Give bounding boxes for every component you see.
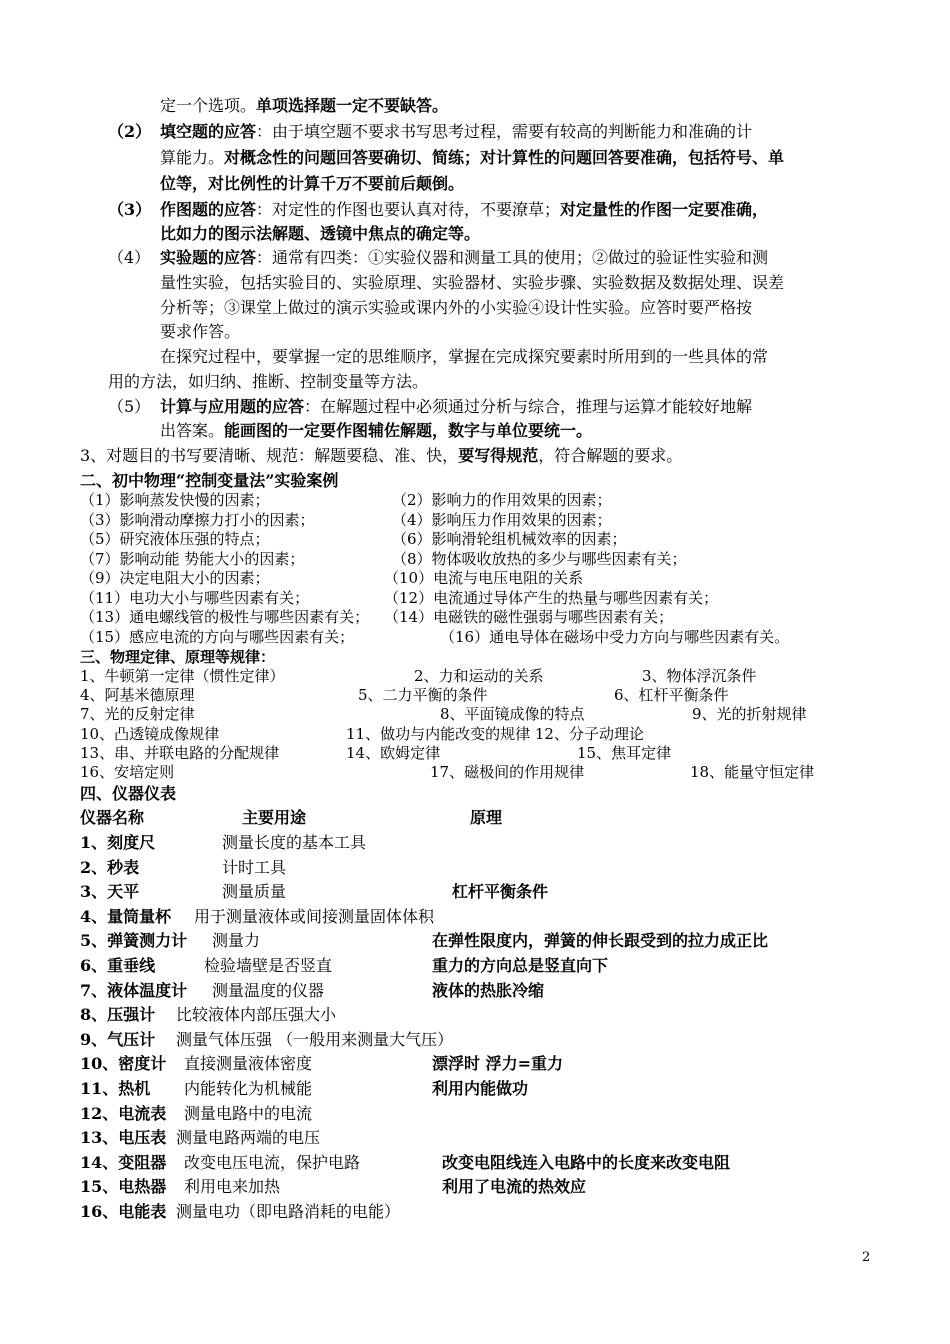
law-item: 8、平面镜成像的特点 (440, 705, 585, 724)
bold-text: 对概念性的问题回答要确切、简练；对计算性的问题回答要准确，包括符号、单 (224, 148, 785, 167)
law-item: 9、光的折射规律 (692, 705, 807, 724)
text: ：对定性的作图也要认真对待，不要潦草； (256, 200, 561, 219)
item-4-text2: 量性实验，包括实验目的、实验原理、实验器材、实验步骤、实验数据及数据处理、误差 (160, 273, 785, 292)
instrument-use: 测量电功（即电路消耗的电能） (176, 1202, 401, 1221)
instrument-name: 10、密度计 (80, 1054, 167, 1074)
item-5-num (108, 397, 150, 417)
instrument-name: 6、重垂线 (80, 956, 156, 975)
instrument-use: 改变电压电流，保护电路 (184, 1152, 361, 1172)
item-3-writing (80, 446, 682, 466)
instrument-name: 5、弹簧测力计 (80, 931, 188, 951)
item-3-text1 (160, 200, 768, 220)
instrument-name: 13、电压表 (80, 1128, 167, 1148)
instrument-principle: 利用内能做功 (432, 1079, 529, 1098)
instrument-principle: 改变电阻线连入电路中的长度来改变电阻 (442, 1152, 731, 1172)
item-2-text3: 位等，对比例性的计算千万不要前后颠倒。 (160, 174, 465, 193)
section-4-heading: 四、仪器仪表 (80, 784, 177, 803)
item-5-text1 (160, 397, 752, 417)
list-item: （1）影响蒸发快慢的因素； (80, 491, 270, 509)
law-item: 17、磁极间的作用规律 (430, 763, 585, 781)
instrument-use: 测量温度的仪器 (212, 980, 325, 1000)
instrument-name: 16、电能表 (80, 1202, 167, 1221)
instrument-use: 计时工具 (222, 857, 287, 877)
page-number: 2 (862, 1250, 871, 1265)
law-item: 11、做功与内能改变的规律 12、分子动理论 (346, 724, 644, 743)
section-2-heading: 二、初中物理“控制变量法”实验案例 (80, 471, 339, 490)
list-item: （16）通电导体在磁场中受力方向与哪些因素有关。 (440, 627, 790, 646)
instrument-use: 直接测量液体密度 (184, 1054, 313, 1074)
instrument-name: 14、变阻器 (80, 1152, 167, 1172)
instrument-name: 4、量筒量杯 (80, 906, 172, 926)
instrument-principle: 重力的方向总是竖直向下 (432, 956, 609, 975)
text: ：在解题过程中必须通过分析与综合，推理与运算才能较好地解 (304, 397, 753, 416)
item-4-num (108, 248, 150, 268)
list-item: （12）电流通过导体产生的热量与哪些因素有关； (384, 588, 719, 607)
instrument-principle: 杠杆平衡条件 (452, 882, 549, 902)
item-4-text4: 要求作答。 (160, 322, 241, 341)
instrument-name: 1、刻度尺 (80, 833, 156, 852)
item-title: 作图题的应答 (160, 200, 257, 219)
instrument-use: 测量质量 (222, 882, 287, 902)
list-item: （5）研究液体压强的特点； (80, 530, 270, 548)
law-item: 10、凸透镜成像规律 (80, 724, 220, 743)
item-title: 实验题的应答 (160, 248, 257, 267)
item-number: （4） (108, 248, 151, 267)
law-item: 5、二力平衡的条件 (358, 686, 488, 705)
list-item: （7）影响动能 势能大小的因素； (80, 549, 305, 568)
instrument-principle: 利用了电流的热效应 (442, 1177, 587, 1197)
item-4-text6: 用的方法，如归纳、推断、控制变量等方法。 (108, 372, 429, 391)
instrument-use: 比较液体内部压强大小 (176, 1005, 337, 1025)
item-title: 填空题的应答 (160, 122, 257, 141)
law-item: 4、阿基米德原理 (80, 686, 195, 705)
item-4-text5: 在探究过程中，要掌握一定的思维顺序，掌握在完成探究要素时所用到的一些具体的常 (160, 347, 769, 366)
law-item: 18、能量守恒定律 (690, 763, 815, 781)
instrument-use: 测量电路中的电流 (184, 1103, 313, 1123)
item-3-num (108, 200, 151, 220)
text: ：由于填空题不要求书写思考过程，需要有较高的判断能力和准确的计 (256, 122, 753, 141)
instrument-use: 测量力 (212, 931, 261, 951)
item-5-text2 (160, 421, 592, 441)
bold-text: 单项选择题一定不要缺答。 (256, 96, 449, 115)
list-item: （6）影响滑轮组机械效率的因素； (392, 530, 627, 548)
law-item: 13、串、并联电路的分配规律 (80, 743, 280, 762)
instrument-name: 9、气压计 (80, 1029, 156, 1049)
list-item: （9）决定电阻大小的因素； (80, 569, 270, 587)
col-header-use: 主要用途 (242, 808, 307, 827)
law-item: 3、物体浮沉条件 (642, 667, 757, 685)
col-header-name: 仪器名称 (80, 808, 145, 827)
list-item: （10）电流与电压电阻的关系 (384, 569, 584, 587)
instrument-use: 测量气体压强 （一般用来测量大气压） (176, 1029, 454, 1049)
law-item: 7、光的反射定律 (80, 705, 195, 724)
item-4-text3: 分析等；③课堂上做过的演示实验或课内外的小实验④设计性实验。应答时要严格按 (160, 298, 753, 317)
law-item: 14、欧姆定律 (346, 743, 441, 762)
item-3-text2: 比如力的图示法解题、透镜中焦点的确定等。 (160, 224, 481, 243)
instrument-name: 12、电流表 (80, 1103, 167, 1123)
instrument-name: 2、秒表 (80, 857, 140, 877)
instrument-name: 3、天平 (80, 882, 140, 902)
item-number: （5） (108, 397, 151, 416)
instrument-principle: 液体的热胀冷缩 (432, 980, 545, 1000)
law-item: 6、杠杆平衡条件 (614, 686, 729, 705)
item-number: （3） (108, 200, 152, 219)
list-item: （15）感应电流的方向与哪些因素有关； (80, 627, 355, 646)
text: 定一个选项。 (160, 96, 257, 115)
list-item: （2）影响力的作用效果的因素； (392, 491, 612, 509)
item-title: 计算与应用题的应答 (160, 397, 305, 416)
bold-text: 能画图的一定要作图辅佐解题，数字与单位要统一。 (224, 421, 593, 440)
law-item: 16、安培定则 (80, 763, 175, 781)
law-item: 15、焦耳定律 (577, 743, 672, 762)
col-header-principle: 原理 (470, 808, 503, 827)
text: 3、对题目的书写要清晰、规范：解题要稳、准、快， (80, 446, 459, 465)
instrument-name: 15、电热器 (80, 1177, 167, 1197)
instrument-use: 利用电来加热 (184, 1177, 281, 1197)
item-2-text2 (160, 148, 784, 168)
list-item: （14）电磁铁的磁性强弱与哪些因素有关； (384, 608, 674, 626)
list-item: （11）电功大小与哪些因素有关； (80, 588, 310, 607)
list-item: （8）物体吸收放热的多少与哪些因素有关； (392, 549, 687, 568)
item-2-line1 (108, 122, 151, 142)
instrument-name: 8、压强计 (80, 1005, 156, 1025)
item-4-text1 (160, 248, 768, 268)
instrument-name: 7、液体温度计 (80, 980, 188, 1000)
instrument-principle: 漂浮时 浮力=重力 (432, 1054, 563, 1074)
list-item: （4）影响压力作用效果的因素； (392, 510, 612, 529)
list-item: （13）通电螺线管的极性与哪些因素有关； (80, 608, 370, 626)
item-number: （2） (108, 122, 152, 141)
bold-text: 对定量性的作图一定要准确， (560, 200, 769, 219)
section-3-heading: 三、物理定律、原理等规律： (80, 648, 276, 666)
instrument-use: 检验墙壁是否竖直 (204, 956, 333, 975)
instrument-use: 用于测量液体或间接测量固体体积 (194, 906, 435, 926)
text: 出答案。 (160, 421, 225, 440)
item-2-text1 (160, 122, 752, 142)
instrument-use: 测量电路两端的电压 (176, 1128, 321, 1148)
instrument-name: 11、热机 (80, 1079, 151, 1098)
law-item: 1、牛顿第一定律（惯性定律） (80, 667, 285, 685)
instrument-principle: 在弹性限度内，弹簧的伸长跟受到的拉力成正比 (432, 931, 769, 951)
law-item: 2、力和运动的关系 (414, 667, 544, 685)
text: ：通常有四类：①实验仪器和测量工具的使用；②做过的验证性实验和测 (256, 248, 769, 267)
instrument-use: 测量长度的基本工具 (222, 833, 367, 852)
text: 算能力。 (160, 148, 225, 167)
text: ，符合解题的要求。 (538, 446, 683, 465)
instrument-use: 内能转化为机械能 (184, 1079, 313, 1098)
bold-text: 要写得规范 (458, 446, 539, 465)
list-item: （3）影响滑动摩擦力打小的因素； (80, 510, 315, 529)
line-1 (160, 96, 448, 116)
